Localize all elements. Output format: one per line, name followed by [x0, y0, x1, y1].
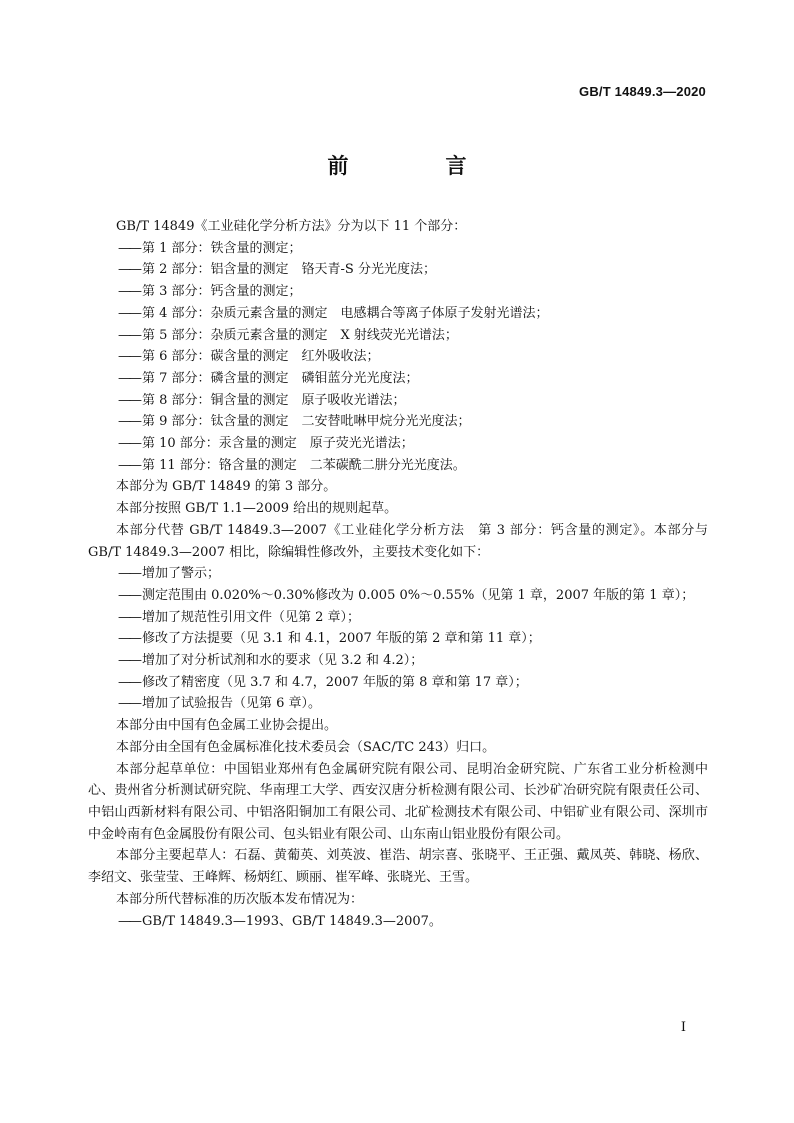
part-item: —— 第 5 部分：杂质元素含量的测定 X 射线荧光光谱法； [88, 325, 708, 347]
part-item: —— 第 1 部分：铁含量的测定； [88, 238, 708, 260]
change-item: —— 测定范围由 0.020%～0.30%修改为 0.005 0%～0.55%（见第 1 章，2007 年版的第 1 章）； [88, 585, 708, 607]
part-item: —— 第 7 部分：磷含量的测定 磷钼蓝分光光度法； [88, 368, 708, 390]
part-item: —— 第 10 部分：汞含量的测定 原子荧光光谱法； [88, 433, 708, 455]
part-item: —— 第 9 部分：钛含量的测定 二安替吡啉甲烷分光光度法； [88, 411, 708, 433]
drafters: 本部分主要起草人：石磊、黄葡英、刘英波、崔浩、胡宗喜、张晓平、王正强、戴凤英、韩晓、杨欣、李绍文、张莹莹、王峰辉、杨炳红、顾丽、崔军峰、张晓光、王雪。 [88, 848, 708, 886]
change-item: —— 修改了精密度（见 3.7 和 4.7，2007 年版的第 8 章和第 17 章）； [88, 672, 708, 694]
change-item: —— 增加了对分析试剂和水的要求（见 3.2 和 4.2）； [88, 650, 708, 672]
part-item: —— 第 8 部分：铜含量的测定 原子吸收光谱法； [88, 390, 708, 412]
rules-statement: 本部分按照 GB/T 1.1—2009 给出的规则起草。 [116, 501, 398, 517]
part-item: —— 第 11 部分：铬含量的测定 二苯碳酰二肼分光光度法。 [88, 455, 708, 477]
standard-code: GB/T 14849.3—2020 [579, 84, 706, 99]
change-item: —— 修改了方法提要（见 3.1 和 4.1，2007 年版的第 2 章和第 11 章）； [88, 628, 708, 650]
change-item: —— 增加了警示； [88, 563, 708, 585]
part-item: —— 第 2 部分：铝含量的测定 铬天青-S 分光光度法； [88, 259, 708, 281]
foreword-body [88, 216, 708, 932]
page-title: 前 言 [327, 154, 505, 178]
drafting-units: 本部分起草单位：中国铝业郑州有色金属研究院有限公司、昆明冶金研究院、广东省工业分析检测中心、贵州省分析测试研究院、华南理工大学、西安汉唐分析检测有限公司、长沙矿冶研究院有限责任公司、中铝山西新材料有限公司、中铝洛阳铜加工有限公司、北矿检测技术有限公司、中铝矿业有限公司、深圳市中金岭南有色金属股份有限公司、包头铝业有限公司、山东南山铝业股份有限公司。 [88, 761, 708, 842]
part-statement: 本部分为 GB/T 14849 的第 3 部分。 [116, 479, 337, 495]
managed-by: 本部分由全国有色金属标准化技术委员会（SAC/TC 243）归口。 [116, 739, 496, 755]
part-item: —— 第 4 部分：杂质元素含量的测定 电感耦合等离子体原子发射光谱法； [88, 303, 708, 325]
part-item: —— 第 3 部分：钙含量的测定； [88, 281, 708, 303]
replaces-paragraph: 本部分代替 GB/T 14849.3—2007《工业硅化学分析方法 第 3 部分：钙含量的测定》。本部分与 GB/T 14849.3—2007 相比，除编辑性修改外，主要技术变化如下： [88, 522, 708, 560]
proposed-by: 本部分由中国有色金属工业协会提出。 [116, 718, 338, 734]
change-item: —— 增加了规范性引用文件（见第 2 章）； [88, 607, 708, 629]
change-item: —— 增加了试验报告（见第 6 章）。 [88, 693, 708, 715]
intro-paragraph: GB/T 14849《工业硅化学分析方法》分为以下 11 个部分： [116, 219, 467, 234]
part-item: —— 第 6 部分：碳含量的测定 红外吸收法； [88, 346, 708, 368]
page-number: I [680, 1020, 686, 1035]
history-item: —— GB/T 14849.3—1993、GB/T 14849.3—2007。 [88, 911, 708, 933]
history-intro: 本部分所代替标准的历次版本发布情况为： [116, 891, 364, 907]
